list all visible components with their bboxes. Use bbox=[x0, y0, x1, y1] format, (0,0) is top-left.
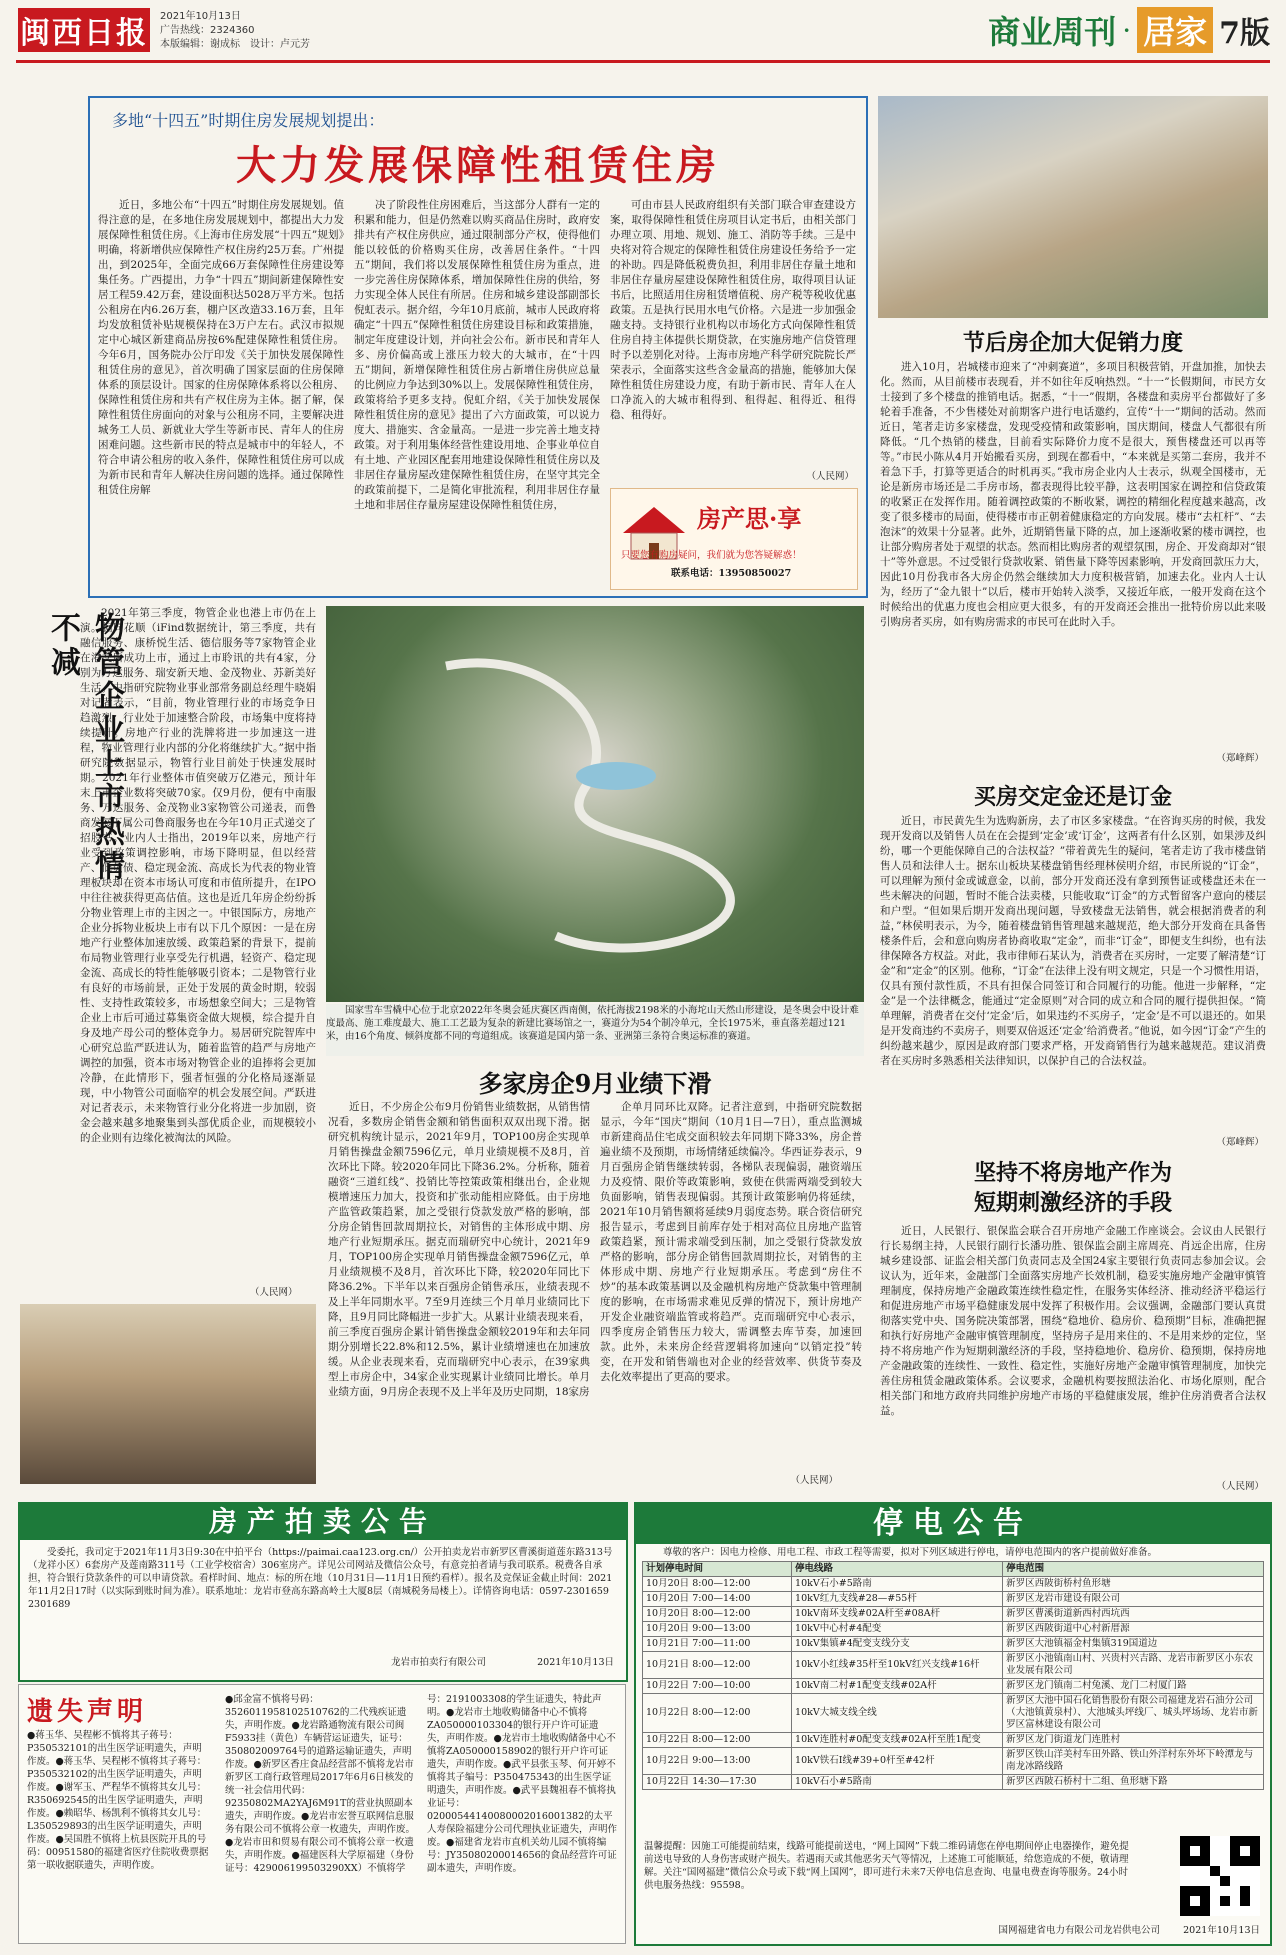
cell-line: 10kV小红线#35杆至10kV红兴支线#16杆 bbox=[792, 1652, 1003, 1679]
promo-body: 进入10月，岩城楼市迎来了“冲刺赛道”，多项目积极营销，开盘加推，加快去化。然而，从目前楼市表现看，并不如往年反响热烈。“十一”长假期间，市民方女士接到了多个楼盘的推销电话。据悉，“十一”假期，各楼盘和卖房平台都做好了多轮着手准备，不少售楼处对前期客户进行电话邀约，宣传“十一”期间的活动。然而近日，笔者走访多家楼盘，发现受疫情和政策影响，国庆期间，楼盘人气都很有所降低。“几个热销的楼盘，目前看实际降价力度不是很大，预售楼盘还可以再等等。”市民小陈从4月开始搬看买房，到现在都看中，“本来就是买第二套房，我并不着急下手，打算等更适合的时机再买。”我市房企业内人士表示，纵观全国楼市，无论是新房市场还是二手房市场，都表现得比较平静，这表明国家在调控和信贷政策的收紧正在发挥作用。随着调控政策的不断收紧，调控的精细化程度越来越高，改变了很多楼市的局面，使得楼市市正朝着健康稳定的方向发展。楼市“去杠杆”、“去泡沫”的效果十分显著。此外，近期销售量下降的点，加上逐渐收紧的楼市调控，也让部分购房者处于观望的状态。然而相比购房者的观望氛围，房企、开发商却对“银十”等外意思。不过受银行贷款收紧、销售量下降等因素影响，开发商回款压力大，因此10月份我市各大房企仍然会继续加大力度积极营销，加速去化。业内人士认为，经历了“金九银十”以后，楼市开始转入淡季，又接近年底，一般开发商在这个时候给出的优惠力度也会相应更大很多，有的开发商还会推出一批特价房以此来吸引购房者买房，如有购房需求的市民可在此时入手。 bbox=[880, 361, 1266, 628]
cell-line: 10kV红九支线#28—#55杆 bbox=[792, 1592, 1003, 1607]
cell-area: 新罗区龙岩市建设有限公司 bbox=[1003, 1592, 1264, 1607]
subsection-name: 居家 bbox=[1137, 7, 1213, 53]
ad-phone: 联系电话：13950850027 bbox=[671, 568, 792, 579]
editor-credit: 本版编辑：谢成标 设计：卢元芳 bbox=[160, 39, 310, 50]
cell-time: 10月21日 8:00—12:00 bbox=[643, 1652, 792, 1679]
col-header-area: 停电范围 bbox=[1003, 1562, 1264, 1577]
cell-line: 10kV南二村#1配变支线#02A杆 bbox=[792, 1679, 1003, 1694]
cell-area: 新罗区西陂街道中心村新厝源 bbox=[1003, 1622, 1264, 1637]
cell-time: 10月22日 8:00—12:00 bbox=[643, 1694, 792, 1733]
cell-time: 10月20日 9:00—13:00 bbox=[643, 1622, 792, 1637]
table-row bbox=[643, 1652, 1264, 1679]
outage-intro: 尊敬的客户：因电力检修、用电工程、市政工程等需要，拟对下列区域进行停电，请停电范围内的客户提前做好准备。 bbox=[663, 1547, 1158, 1558]
sales-column-1: 近日，不少房企公布9月份销售业绩数据，从销售情况看，多数房企销售金额和销售面积双双出现下滑。据研究机构统计显示，2021年9月，TOP100房企实现单月销售操盘金额7596亿元，单月业绩规模不及8月，首次环比下降。较2020年同比下降36.2%。分析称，随着融资“三道红线”、投销比等控策政策相继出台，企业规模增速压力加大，投资和扩张动能相应降低。由于房地产监管政策趋紧，加之受银行贷款发放严格的影响，部分房企销售回款周期拉长，对销售的主体形成中期、房地产行业短期承压。据克而瑞研究中心统计，2021年9月，TOP100房企实现单月销售操盘金额7596亿元，单月业绩规模不及8月，首次环比下降，较2020年同比下降36.2%。下半年以来百强房企销售承压，业绩表现不及上半年同期水平。7至9月连续三个月单月业绩同比下降，且9月同比降幅进一步扩大。从累计业绩表现来看，前三季度百强房企累计销售操盘金额较2019年和去年同期分别增长22.8%和12.5%，累计业绩增速也在加速放缓。从企业表现来看，克而瑞研究中心表示，在39家典型上市房企中，34家企业实现累计业绩同比增长。单月业绩方面，9月房企表现不及上半年及历史同期，18家房 bbox=[328, 1101, 590, 1398]
cell-area: 新罗区铁山洋美村车田外路、铁山外洋村东外坏下岭潭龙与南龙冰路线路 bbox=[1003, 1748, 1264, 1775]
outage-notice bbox=[634, 1502, 1272, 1946]
issue-date: 2021年10月13日 bbox=[160, 11, 241, 22]
deposit-source: （郑峰辉） bbox=[1216, 1137, 1264, 1148]
promo-source: （郑峰辉） bbox=[1216, 753, 1264, 764]
section-separator: · bbox=[1122, 13, 1132, 47]
sales-title: 多家房企9月业绩下滑 bbox=[478, 1069, 712, 1098]
col-header-time: 计划停电时间 bbox=[643, 1562, 792, 1577]
table-row bbox=[643, 1775, 1264, 1790]
property-vertical-title: 物管企业上市热情不减 bbox=[45, 612, 124, 884]
lost-column-2: ●邱金富不慎将号码：3526011958102510762的二代残疾证遗失，声明作废。●龙岩路通物流有限公司闽F5933挂（黄色）车辆营运证遗失，证号：350802009764号的道路运输证遗失，声明作废。●新罗区香庄食品经营部不慎将龙岩市新罗区工商行政管理局2017年6月6日核发的统一社会信用代码：92350802MA2YAJ6M91T的营业执照副本遗失，声明作废。●龙岩市宏誉互联网信息服务有限公司不慎将公章一枚遗失，声明作废。●龙岩市田和贸易有限公司不慎将公章一枚遗失，声明作废。●福建医科大学原福建（身份证号：429006199503290XX）不慎将学 bbox=[225, 1694, 416, 1874]
cell-line: 10kV铁石Ⅰ线#39+0杆至#42杆 bbox=[792, 1748, 1003, 1775]
lead-article-box bbox=[88, 96, 868, 598]
sales-source: （人民网） bbox=[790, 1475, 838, 1486]
cell-time: 10月20日 7:00—14:00 bbox=[643, 1592, 792, 1607]
newspaper-logo: 闽西日报 bbox=[18, 8, 150, 52]
lost-title: 遗失声明 bbox=[27, 1697, 148, 1727]
auction-date: 2021年10月13日 bbox=[537, 1657, 614, 1668]
qr-code-icon bbox=[1180, 1836, 1260, 1916]
cell-time: 10月20日 8:00—12:00 bbox=[643, 1607, 792, 1622]
track-icon bbox=[326, 606, 864, 1002]
sled-center-photo bbox=[326, 606, 864, 1002]
cell-line: 10kV大城支线全线 bbox=[792, 1694, 1003, 1733]
policy-source: （人民网） bbox=[1216, 1481, 1264, 1492]
col-header-line: 停电线路 bbox=[792, 1562, 1003, 1577]
outage-footer: 温馨提醒：因施工可能提前结束，线路可能提前送电，“网上国网”下载二维码请您在停电期间停止电器操作，避免提前送电导致的人身伤害或财产损失。若遇雨天或其他恶劣天气等情况，上述施工可能顺延，给您造成的不便，敬请理解。关注“国网福建”微信公众号或下载“网上国网”，即可进行未来7天停电信息查询、电量电费查询等服务。24小时供电服务热线：95598。 bbox=[644, 1841, 1129, 1891]
lead-column-2: 决了阶段性住房困难后，当这部分人群有一定的积累和能力，但是仍然难以购买商品住房时，政府安排共有产权住房供应，通过限制部分产权，使得他们能以较低的价格购买住房，改善居住条件。“十四五”期间，我们将以发展保障性租赁住房为重点，进一步完善住房保障体系，增加保障性住房的供给，努力实现全体人民住有所居。住房和城乡建设部副部长倪虹表示。据介绍，今年10月底前，城市人民政府将确定“十四五”保障性租赁住房建设目标和政策措施，制定年度建设计划，并向社会公布。新市民和青年人多、房价偏高或上涨压力较大的大城市，在“十四五”期间，新增保障性租赁住房占新增住房供应总量的比例应力争达到30%以上。发展保障性租赁住房，政策将给予更多支持。倪虹介绍，《关于加快发展保障性租赁住房的意见》提出了六方面政策，可以说力度大、措施实、含金量高。一是进一步完善土地支持政策。对于利用集体经营性建设用地、企事业单位自有土地、产业园区配套用地建设保障性租赁住房以及非居住存量房屋改建保障性租赁住房，在坚守其完全的政策前提下，二是简化审批流程，利用非居住存量土地和非居住存量房屋建设保障性租赁住房， bbox=[354, 199, 600, 511]
cell-line: 10kV集镇#4配变支线分支 bbox=[792, 1637, 1003, 1652]
group-photo bbox=[20, 1304, 316, 1484]
table-row bbox=[643, 1733, 1264, 1748]
table-row bbox=[643, 1748, 1264, 1775]
cell-line: 10kV连胜村#0配变支线#02A杆至胜1配变 bbox=[792, 1733, 1003, 1748]
lead-column-1: 近日，多地公布“十四五”时期住房发展规划。值得注意的是，在多地住房发展规划中，都提出大力发展保障性租赁住房。《上海市住房发展“十四五”规划》明确，将新增供应保障性产权住房约25万套。广州提出，到2025年，全面完成66万套保障性住房建设筹集任务。广西提出，力争“十四五”期间新建保障性安居工程59.42万套，建设面积达5028万平方米。包括公租房在内6.26万套，棚户区改造33.16万套，且年均发放租赁补贴规模保持在3万户左右。武汉市拟规定中心城区新建商品房按6%配建保障性租赁住房。今年6月，国务院办公厅印发《关于加快发展保障性租赁住房的意见》，首次明确了国家层面的住房保障体系的顶层设计。国家的住房保障体系将以公租房、保障性租赁住房和共有产权住房为主体。据了解，保障性租赁住房面向的对象与公租房不同，主要解决进城务工人员、新就业大学生等新市民、青年人的住房困难问题。这些新市民的特点是城市中的年轻人，不符合申请公租房的收入条件，保障性租赁住房可以成为新市民和青年人解决住房问题的选择。通过保障性租赁住房解 bbox=[98, 199, 344, 496]
outage-title: 停电公告 bbox=[636, 1504, 1270, 1544]
cell-area: 新罗区小池镇南山村、兴贵村兴吉路、龙岩市新罗区小东农业发展有限公司 bbox=[1003, 1652, 1264, 1679]
cell-time: 10月22日 7:00—10:00 bbox=[643, 1679, 792, 1694]
auction-signer: 龙岩市拍卖行有限公司 bbox=[390, 1657, 486, 1668]
cell-area: 新罗区龙门街道龙门连胜村 bbox=[1003, 1733, 1264, 1748]
property-ad bbox=[610, 488, 858, 590]
table-row bbox=[643, 1637, 1264, 1652]
lost-column-3: 号：2191003308的学生证遗失，特此声明。●龙岩市土地收购储备中心不慎将ZA050000103304的银行开户许可证遗失，声明作废。●龙岩市土地收购储备中心不慎将ZA050000158902的银行开户许可证遗失，声明作废。●武平县张玉琴、何开婷不慎将其子编号：P350475343的出生医学证明遗失，声明作废。●武平县魏祖春不慎将执业证号：02000544140080002016001382的太平人寿保险福建分公司代理执业证遗失，声明作废。●福建省龙岩市直机关幼儿园不慎将编号：JY35080200014656的食品经营许可证副本遗失，声明作废。 bbox=[427, 1694, 618, 1874]
cell-area: 新罗区大池镇福金村集镇319国道边 bbox=[1003, 1637, 1264, 1652]
cell-time: 10月22日 14:30—17:30 bbox=[643, 1775, 792, 1790]
section-banner bbox=[988, 8, 1270, 52]
cell-area: 新罗区龙门镇南二村兔溪、龙门二村厦门路 bbox=[1003, 1679, 1264, 1694]
deposit-body: 近日，市民黄先生为选购新房，去了市区多家楼盘。“在咨询买房的时候，我发现开发商以及销售人员在在会提到‘定金’或‘订金’，这两者有什么区别，如果涉及纠纷，哪一个更能保障自己的合法权益？”带着黄先生的疑问，笔者走访了我市楼盘销售人员和法律人士。据东山板块某楼盘销售经理林侯明介绍，市民所说的“订金”，可以理解为预付金或诚意金，以前，部分开发商还没有拿到预售证或楼盘还未在一些未解决的问题，暂时不能合法卖楼，只能收取“订金”的方式暂留客户意向的楼层和户型。“但如果后期开发商出现问题，导致楼盘无法销售，就会根据消费者的利益，”林侯明表示，为今，随着楼盘销售管理越来越规范，绝大部分开发商在具备售楼条件后，会和意向购房者协商收取“定金”，而非“订金”，即便支生纠纷，也有法律保障各方权益。对此，我市律师石某认为，消费者在买房时，一定要了解清楚“订金”和“定金”的区别。他称，“订金”在法律上没有明文规定，只是一个习惯性用语，仅具有预付款性质，不具有担保合同签订和合同履行的功能。他进一步解释，“定金”是一个法律概念，能通过“定金原则”对合同的成立和合同的履行提供担保。“简单理解，消费者在交付‘定金’后，如果违约不买房子，‘定金’是不可以退还的。如果是开发商违约不卖房子，则要双倍返还‘定金’给消费者。”他说，如今因“订金”产生的纠纷越来越少，原因是政府部门要求严格，开发商销售行为越来越规范。建议消费者在买房时多熟悉相关法律知识，以保护自己的合法权益。 bbox=[880, 815, 1266, 1067]
model-photo bbox=[878, 96, 1268, 318]
property-body-continued bbox=[18, 838, 316, 1280]
ad-subtext: 只要您有购房疑问，我们就为您答疑解惑！ bbox=[621, 550, 802, 561]
table-row bbox=[643, 1694, 1264, 1733]
cell-line: 10kV南环支线#02A杆至#08A杆 bbox=[792, 1607, 1003, 1622]
cell-area: 新罗区曹溪街道新西村西坑西 bbox=[1003, 1607, 1264, 1622]
lost-notices bbox=[18, 1684, 626, 1944]
table-row bbox=[643, 1592, 1264, 1607]
lead-source: （人民网） bbox=[806, 471, 854, 482]
cell-line: 10kV中心村#4配变 bbox=[792, 1622, 1003, 1637]
policy-body: 近日，人民银行、银保监会联合召开房地产金融工作座谈会。会议由人民银行行长易纲主持，人民银行副行长潘功胜、银保监会副主席周亮、肖远企出席，住房城乡建设部、证监会相关部门负责同志及全国24家主要银行负责同志参加会议。会议认为，近年来，金融部门全面落实房地产长效机制，稳妥实施房地产金融审慎管理制度，保持房地产金融政策连续性稳定性，在服务实体经济、推动经济平稳运行和促进房地产市场平稳健康发展中发挥了积极作用。会议强调，金融部门要认真贯彻落实党中央、国务院决策部署，围绕“稳地价、稳房价、稳预期”目标，准确把握和执行好房地产金融审慎管理制度，坚持房子是用来住的、不是用来炒的定位，坚持不将房地产作为短期刺激经济的手段，坚持稳地价、稳房价、稳预期，保持房地产金融政策的连续性、一致性、稳定性，实施好房地产金融审慎管理制度，加快完善住房租赁金融政策体系。会议要求，金融机构要按照法治化、市场化原则，配合相关部门和地方政府共同维护房地产市场的平稳健康发展，维护住房消费者合法权益。 bbox=[880, 1225, 1266, 1417]
deposit-title: 买房交定金还是订金 bbox=[973, 784, 1172, 810]
header-meta bbox=[160, 10, 310, 52]
lead-kicker: 多地“十四五”时期住房发展规划提出： bbox=[112, 111, 385, 130]
lead-column-3: 可由市县人民政府组织有关部门联合审查建设方案，取得保障性租赁住房项目认定书后，由相关部门办理立项、用地、规划、施工、消防等手续。三是中央将对符合规定的保障性租赁住房建设任务给予一定的补助。四是降低税费负担，利用非居住存量土地和非居住存量房屋建设保障性租赁住房，取得项目认证书后，比照适用住房租赁增值税、房产税等税收优惠政策。五是执行民用水电气价格。六是进一步加强金融支持。支持银行业机构以市场化方式向保障性租赁住房自持主体提供长期贷款，在实施房地产信贷管理时予以差别化对待。上海市房地产科学研究院院长严荣表示，全面落实这些含金量高的措施，能够加大保障性租赁住房建设力度，有助于新市民、青年人在人口净流入的大城市租得到、租得起、租得近、租得稳、租得好。 bbox=[610, 199, 856, 421]
auction-title: 房产拍卖公告 bbox=[20, 1504, 626, 1540]
table-row bbox=[643, 1607, 1264, 1622]
property-source: （人民网） bbox=[250, 1287, 298, 1298]
outage-table bbox=[642, 1561, 1264, 1790]
promo-title: 节后房企加大促销力度 bbox=[962, 330, 1183, 356]
cell-area: 新罗区西陂石桥村十二组、鱼形塘下路 bbox=[1003, 1775, 1264, 1790]
table-row bbox=[643, 1679, 1264, 1694]
outage-signer: 国网福建省电力有限公司龙岩供电公司 bbox=[998, 1925, 1160, 1936]
cell-time: 10月22日 8:00—12:00 bbox=[643, 1733, 792, 1748]
auction-notice bbox=[18, 1502, 628, 1682]
auction-body: 受委托，我司定于2021年11月3日9:30在中拍平台（https://paimai.caa123.org.cn/）公开拍卖龙岩市新罗区曹溪街道莲东路313号（龙祥小区）6套房产及莲南路311号（工业学校宿舍）306室房产。详见公司网站及微信公众号，有意竞拍者请与我司联系。税费各自承担，符合银行贷款条件的可以申请贷款。看样时间、地点：标的所在地（10月31日—11月1日预约看样）。报名及竞保证金截止时间：2021年11月2日17时（以实际到账时间为准）。联系地址：龙岩市登高东路高岭土大厦8层（南城税务局楼上）。详情咨询电话：0597-2301659 2301689 bbox=[28, 1547, 619, 1610]
cell-area: 新罗区西陂街桥村鱼形塘 bbox=[1003, 1577, 1264, 1592]
ad-slogan: 房产思·享 bbox=[697, 504, 802, 533]
cell-time: 10月21日 7:00—11:00 bbox=[643, 1637, 792, 1652]
cell-time: 10月22日 9:00—13:00 bbox=[643, 1748, 792, 1775]
policy-title-line-2: 短期刺激经济的手段 bbox=[973, 1190, 1172, 1216]
table-row bbox=[643, 1622, 1264, 1637]
lost-column-1: ●蒋玉华、吴程彬不慎将其子蒋号：P350532101的出生医学证明遗失，声明作废。●蒋玉华、吴程彬不慎将其子蒋号：P350532102的出生医学证明遗失，声明作废。●谢军玉、严程华不慎将其女儿号：R350692545的出生医学证明遗失，声明作废。●赖昭华、杨凯利不慎将其女儿号：L350529893的出生医学证明遗失，声明作废。●吴国胜不慎将上杭县医院开具的号码：00951580的福建省医疗住院收费票据第一联收据联遗失，声明作废。 bbox=[27, 1730, 209, 1871]
section-name: 商业周刊 bbox=[988, 13, 1117, 51]
cell-line: 10kV石小#5路南 bbox=[792, 1577, 1003, 1592]
sales-column-2: 企单月同环比双降。记者注意到，中指研究院数据显示，今年“国庆”期间（10月1日—7日），重点监测城市新建商品住宅成交面积较去年同期下降33%，房企普遍业绩不及预期，市场情绪延续偏冷。华西证券表示，9月百强房企销售继续转弱，各梯队表现偏弱，融资端压力及疫情、限价等政策影响，致使在供需两端受到较大负面影响，销售表现偏弱。其预计政策影响仍将延续，2021年10月销售额将延续9月弱度态势。联合资信研究报告显示，考虑到目前库存处于相对高位且房地产监管政策趋紧，预计需求端受到压制，加之受银行贷款发放严格的影响，部分房企销售回款周期拉长，对销售的主体形成中期、房地产行业短期承压。考虑到“房住不炒”的基本政策基调以及金融机构房地产贷款集中管理制度的影响，在市场需求难见反弹的情况下，预计房地产开发企业融资端监管或将趋严。克而瑞研究中心表示，四季度房企销售压力较大，需调整去库节奏，加速回款。此外，未来房企经营逻辑将加速向“以销定投”转变，在开发和销售端也对企业的经营效率、供货节奏及去化效率提出了更高的要求。 bbox=[600, 1101, 862, 1383]
header-rule bbox=[16, 60, 1270, 63]
cell-time: 10月20日 8:00—12:00 bbox=[643, 1577, 792, 1592]
table-row bbox=[643, 1577, 1264, 1592]
photo-caption: 国家雪车雪橇中心位于北京2022年冬奥会延庆赛区西南侧，依托海拔2198米的小海坨山天然山形建设，是冬奥会中设计难度最高、施工难度最大、施工工艺最为复杂的新建比赛场馆之一，赛道分为54个制冷单元，全长1975米，垂直落差超过121米，由16个角度、倾斜度都不同的弯道组成。该赛道是国内第一条、亚洲第三条符合奥运标准的赛道。 bbox=[326, 1004, 864, 1056]
lead-title: 大力发展保障性租赁住房 bbox=[236, 142, 720, 189]
cell-line: 10kV石小#5路南 bbox=[792, 1775, 1003, 1790]
ad-phone: 广告热线：2324360 bbox=[160, 25, 255, 36]
page-number: 7版 bbox=[1219, 16, 1270, 51]
outage-date: 2021年10月13日 bbox=[1183, 1925, 1260, 1936]
policy-title-line-1: 坚持不将房地产作为 bbox=[973, 1160, 1172, 1186]
cell-area: 新罗区大池中国石化销售股份有限公司福建龙岩石油分公司（大池镇黄泉村）、大池城头坪线厂、城头坪场场、龙岩市新罗区富林建设有限公司 bbox=[1003, 1694, 1264, 1733]
property-body-top: 2021年第三季度，物管企业也港上市仍在上演。据同花顺（iFind数据统计，第三季度，共有融信服务、康桥悦生活、德信服务等7家物管企业在港交所成功上市，通过上市聆讯的共有4家，分别为万达服务、瑞安新天地、金茂物业、苏新美好生活。中指研究院物业事业部常务副总经理牛晓娟对记者表示，“目前，物业管理行业的市场竞争日趋激烈，行业处于加速整合阶段，市场集中度将持续提升。房地产行业的洗牌将进一步加速这一进程，物业管理行业内部的分化将继续扩大。”据中指研究院数据显示，物管行业目前处于快速发展时期。2021年行业整体市值突破万亿港元，预计年末上市企业数将突破70家。仅9月份，便有中南服务、万达服务、金茂物业3家物管公司递表，而鲁商发展下属公司鲁商服务也在今年10月正式递交了招股书。业内人士指出，2019年以来，房地产行业受到政策调控影响，市场下降明显，但以经营产、低负债、稳定现金流、高成长为代表的物业管理板块却在资本市场认可度和市值所提升，在IPO中往往被获得更高估值。这也是近几年房企纷纷拆分物业管理上市的主因之一。中银国际方，房地产企业分拆物业板块上市有以下几个原因：一是在房地产行业整体加速放缓、政策趋紧的背景下，提前布局物业管理行业享受先行机遇，轻资产、稳定现金流、高成长的特性能够吸引资本；二是物管行业有良好的市场前景，正处于发展的黄金时期，较弱性、支持性政策较多，市场想象空间大；三是物管企业上市后可通过募集资金做大规模，综合提升自身及地产母公司的整体竞争力。易居研究院智库中心研究总监严跃进认为，随着监管的趋严与房地产调控的加强，资本市场对物管企业的追捧将会更加冷静，在此情形下，强者恒强的分化格局逐渐显现，中小物管公司面临窄的机会发展空间。严跃进对记者表示，未来物管行业分化将进一步加剧，资金会越来越多地聚集到头部优质企业，而规模较小的企业则有边缘化被淘汰的风险。 bbox=[80, 607, 316, 1144]
